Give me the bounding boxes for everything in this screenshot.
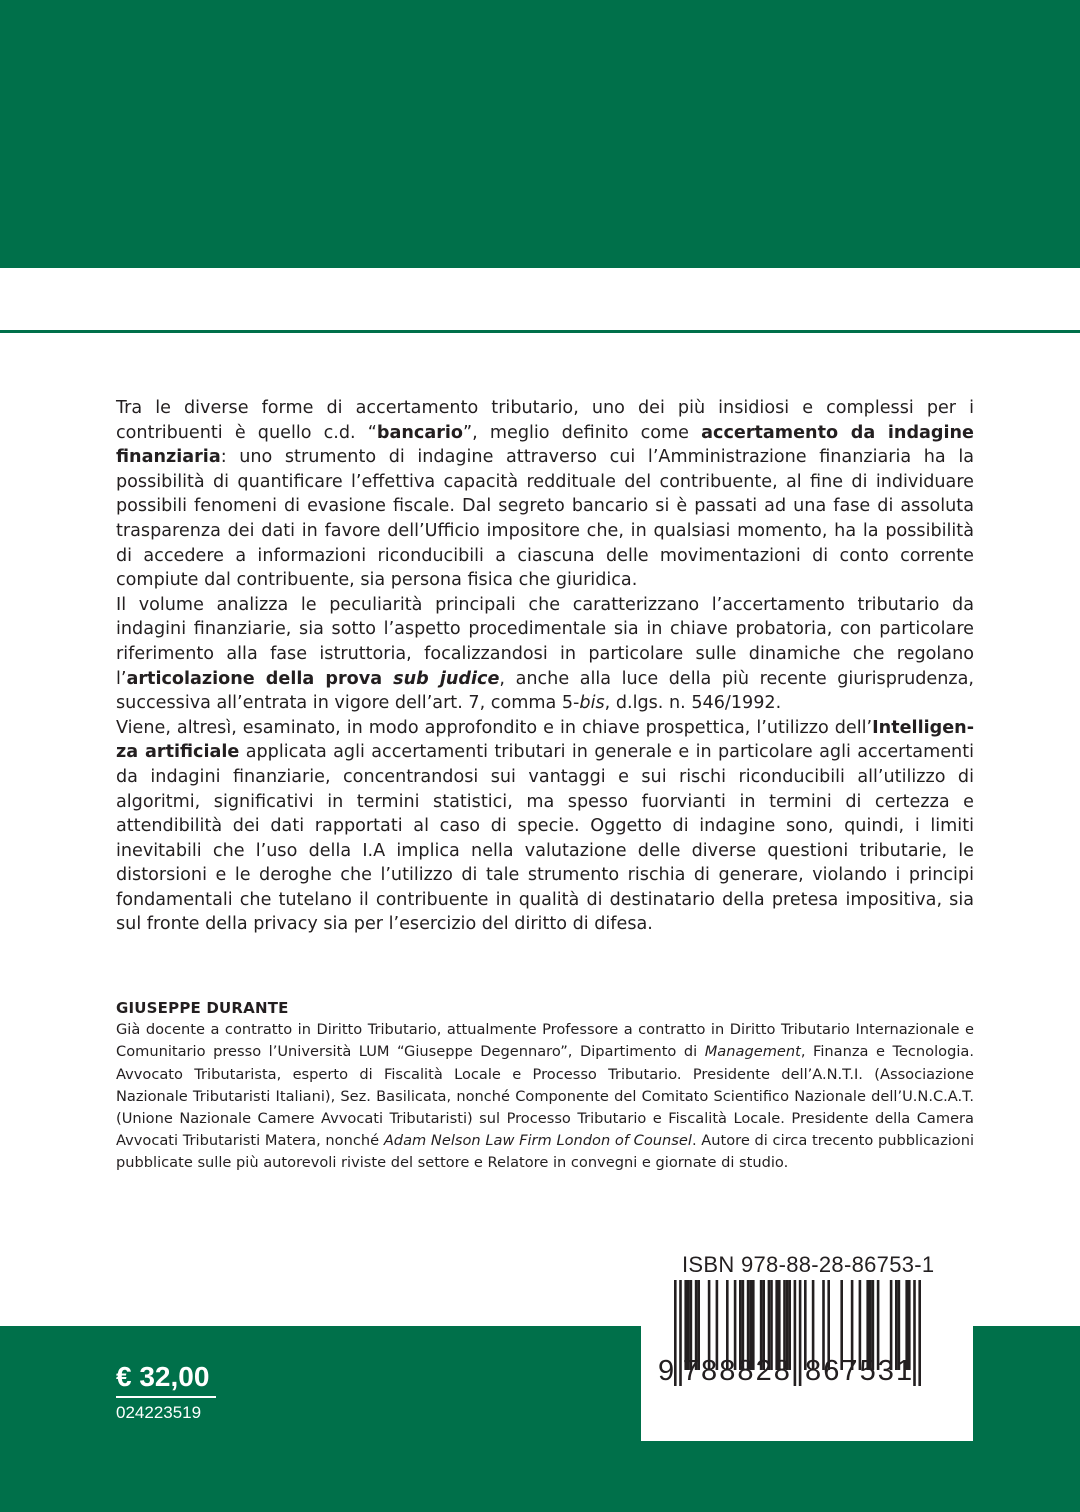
synopsis — [116, 396, 974, 937]
barcode-digit: 8 — [701, 1355, 718, 1387]
price: € 32,00 — [116, 1361, 210, 1392]
divider-rule — [0, 330, 1080, 333]
cover-top-band — [0, 0, 1080, 268]
barcode-digit: 6 — [823, 1355, 840, 1387]
author-block — [116, 997, 974, 1175]
barcode-digit: 5 — [859, 1355, 876, 1387]
bold-text: sub judice — [393, 668, 500, 689]
barcode-guard-bar — [674, 1280, 677, 1386]
italic-text: bis — [579, 693, 605, 714]
italic-text: Management — [704, 1043, 801, 1061]
product-code: 024223519 — [116, 1403, 202, 1422]
barcode-digit: 8 — [805, 1355, 822, 1387]
barcode-digit: 3 — [877, 1355, 894, 1387]
barcode-guard-bar — [794, 1280, 797, 1386]
barcode-digit: 7 — [682, 1355, 699, 1387]
bold-text: Intelligenza artificiale — [116, 717, 974, 763]
barcode-digit: 2 — [755, 1355, 772, 1387]
barcode-digit: 7 — [841, 1355, 858, 1387]
author-name: GIUSEPPE DURANTE — [116, 999, 289, 1017]
synopsis-paragraph: Viene, altresì, esaminato, in modo approfondito e in chiave prospettica, l’utilizzo dell’Intelligenza artificiale applicata agli accertamenti tributari in generale e in particolare agli accertamenti da indagini finanziarie, concentrandosi sui vantaggi e sui rischi riconducibili all’utilizzo di algoritmi, significativi in termini statistici, ma spesso fuorvianti in termini di certezza e attendibilità dei dati rapportati al caso di specie. Oggetto di indagine sono, quindi, i limiti inevitabili che l’uso della I.A implica nella valutazione delle diverse questioni tributarie, le distorsioni e le deroghe che l’utilizzo di tale strumento rischia di generare, violando i principi fondamentali che tutelano il contribuente in qualità di destinatario della pretesa impositiva, sia sul fronte della privacy sia per l’esercizio del diritto di difesa. — [116, 717, 974, 935]
bold-text: accertamento da indagine finanziaria — [116, 422, 974, 468]
barcode-guard-bar — [918, 1280, 921, 1386]
synopsis-paragraph: Tra le diverse forme di accertamento tributario, uno dei più insidiosi e complessi per i contribuenti è quello c.d. “bancario”, meglio definito come accertamento da indagine finanziaria: uno strumento di indagine attraverso cui l’Amministrazione finanziaria ha la possibilità di quantificare l’effettiva capacità reddituale del contribuente, al fine di individuare possibili fenomeni di evasione fiscale. Dal segreto bancario si è passati ad una fase di assoluta trasparenza dei dati in favore dell’Ufficio impositore che, in qualsiasi momento, ha la possibilità di accedere a informazioni riconducibili a ciascuna delle movimentazioni di conto corrente compiute dal contribuente, sia persona fisica che giuridica. — [116, 398, 974, 591]
barcode-guard-bar — [679, 1280, 682, 1386]
barcode-guard-bar — [799, 1280, 802, 1386]
italic-text: Adam Nelson Law Firm London of Counsel — [383, 1132, 692, 1150]
barcode-digit: 8 — [737, 1355, 754, 1387]
barcode-digit: 8 — [773, 1355, 790, 1387]
barcode-guard-bar — [913, 1280, 916, 1386]
bold-text: bancario — [376, 422, 464, 443]
barcode-digit: 8 — [719, 1355, 736, 1387]
synopsis-paragraph: Il volume analizza le peculiarità principali che caratterizzano l’accertamento tributario da indagini finanziarie, sia sotto l’aspetto procedimentale sia in chiave probatoria, con particolare riferimento alla fase istruttoria, focalizzandosi in particolare sulle dinamiche che regolano l’articolazione della prova sub judice, anche alla luce della più recente giurisprudenza, successiva all’entrata in vigore dell’art. 7, comma 5-bis, d.lgs. n. 546/1992. — [116, 594, 974, 714]
barcode-digit: 9 — [658, 1355, 675, 1387]
price-underline — [116, 1396, 216, 1398]
bold-text: articolazione della prova — [126, 668, 394, 689]
isbn-label: ISBN 978-88-28-86753-1 — [682, 1252, 935, 1277]
author-bio: Già docente a contratto in Diritto Tributario, attualmente Professore a contratto in Diritto Tributario Internazionale e Comunitario presso l’Università LUM “Giuseppe Degennaro”, Dipartimento di Management, Finanza e Tecnologia. Avvocato Tributarista, esperto di Fiscalità Locale e Processo Tributario. Presidente dell’A.N.T.I. (Associazione Nazionale Tributaristi Italiani), Sez. Basilicata, nonché Componente del Comitato Scientifico Nazionale dell’U.N.C.A.T. (Unione Nazionale Camere Avvocati Tributaristi) sul Processo Tributario e Fiscalità Locale. Presidente della Camera Avvocati Tributaristi Matera, nonché Adam Nelson Law Firm London of Counsel. Autore di circa trecento pubblicazioni pubblicate sulle più autorevoli riviste del settore e Relatore in convegni e giornate di studio. — [116, 1021, 975, 1172]
barcode-digit: 1 — [896, 1355, 913, 1387]
